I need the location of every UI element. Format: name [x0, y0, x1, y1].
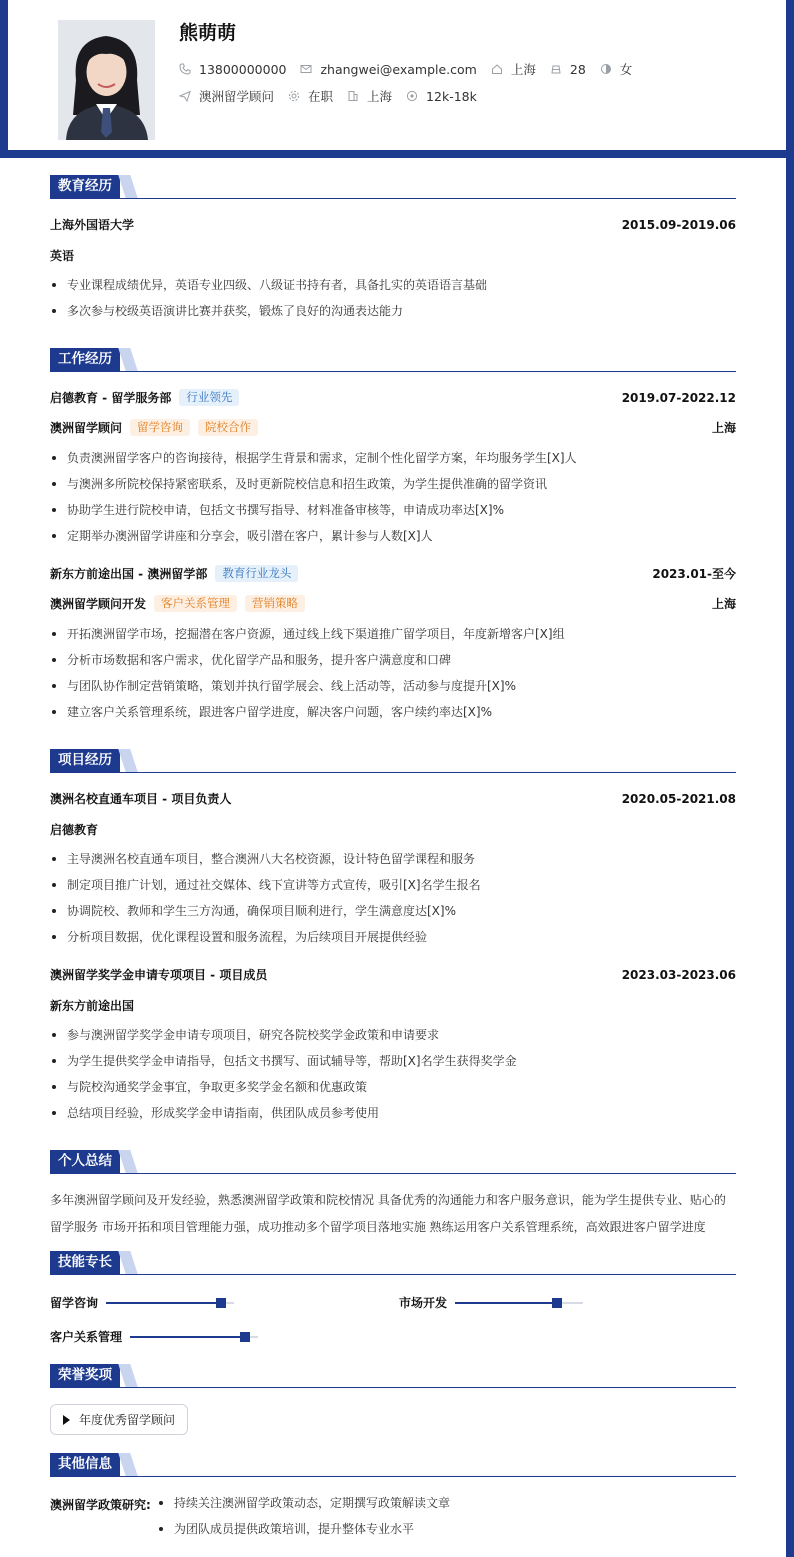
section-work — [50, 348, 736, 372]
project-org-row — [50, 997, 736, 1014]
skill-item — [50, 1294, 234, 1311]
role-tag: 院校合作 — [198, 419, 258, 436]
section-projects — [50, 749, 736, 773]
skill-name: 留学咨询 — [50, 1296, 99, 1310]
age-info — [550, 62, 586, 77]
skill-level-track — [130, 1336, 258, 1338]
project-title: 澳洲留学奖学金申请专项项目 - 项目成员 — [50, 968, 268, 982]
list-item: 总结项目经验，形成奖学金申请指南，供团队成员参考使用 — [50, 1100, 736, 1126]
list-item: 与团队协作制定营销策略，策划并执行留学展会、线上活动等，活动参与度提升[X]% — [50, 673, 736, 699]
project-org-row — [50, 821, 736, 838]
section-title-skills: 技能专长 — [50, 1251, 120, 1274]
skill-level-knob — [216, 1298, 226, 1308]
contact-row — [179, 60, 646, 78]
project-bullets — [50, 846, 736, 950]
list-item: 持续关注澳洲留学政策动态，定期撰写政策解读文章 — [157, 1490, 450, 1516]
section-underline — [50, 198, 736, 199]
major-name: 英语 — [50, 249, 75, 263]
age-text: 28 — [569, 61, 586, 77]
phone-text: 13800000000 — [199, 61, 287, 77]
skill-level-fill — [106, 1302, 221, 1304]
gear-icon — [288, 90, 300, 102]
role-name: 澳洲留学顾问 — [50, 421, 123, 435]
section-decoration — [118, 1150, 137, 1173]
summary-text — [50, 1187, 736, 1241]
section-underline — [50, 1173, 736, 1174]
list-item: 主导澳洲名校直通车项目，整合澳洲八大名校资源，设计特色留学课程和服务 — [50, 846, 736, 872]
section-summary — [50, 1150, 736, 1174]
project-entry-header — [50, 966, 736, 983]
list-item: 负责澳洲留学客户的咨询接待，根据学生背景和需求，定制个性化留学方案，年均服务学生[X]人 — [50, 445, 736, 471]
skill-level-track — [455, 1302, 583, 1304]
skill-level-track — [106, 1302, 234, 1304]
email-text: zhangwei@example.com — [320, 61, 477, 77]
work-role-row — [50, 419, 736, 436]
section-underline — [50, 772, 736, 773]
work-entry-header — [50, 565, 736, 582]
list-item: 建立客户关系管理系统，跟进客户留学进度，解决客户问题，客户续约率达[X]% — [50, 699, 736, 725]
work-city: 上海 — [711, 597, 736, 611]
list-item: 参与澳洲留学奖学金申请专项项目，研究各院校奖学金政策和申请要求 — [50, 1022, 736, 1048]
email-info — [300, 62, 476, 77]
list-item: 为学生提供奖学金申请指导，包括文书撰写、面试辅导等，帮助[X]名学生获得奖学金 — [50, 1048, 736, 1074]
education-entry-header — [50, 216, 736, 233]
section-title-projects: 项目经历 — [50, 749, 120, 772]
target-city-text: 上海 — [367, 89, 393, 104]
paper-plane-icon — [179, 90, 191, 102]
work-bullets — [50, 445, 736, 549]
list-item: 多次参与校级英语演讲比赛并获奖，锻炼了良好的沟通表达能力 — [50, 298, 736, 324]
work-entry-header — [50, 389, 736, 406]
role-tag: 营销策略 — [245, 595, 305, 612]
project-bullets — [50, 1022, 736, 1126]
skill-item — [50, 1328, 258, 1345]
list-item: 分析项目数据，优化课程设置和服务流程，为后续项目开展提供经验 — [50, 924, 736, 950]
gender-info — [600, 60, 633, 78]
section-title-work: 工作经历 — [50, 348, 120, 371]
skill-level-fill — [455, 1302, 557, 1304]
award-badge — [50, 1404, 188, 1435]
list-item: 专业课程成绩优异，英语专业四级、八级证书持有者，具备扎实的英语语言基础 — [50, 272, 736, 298]
building-icon — [347, 90, 359, 102]
company-tag: 行业领先 — [179, 389, 239, 406]
section-decoration — [118, 1251, 137, 1274]
section-awards — [50, 1364, 736, 1388]
location-text: 上海 — [510, 62, 536, 77]
list-item: 协助学生进行院校申请，包括文书撰写指导、材料准备审核等，申请成功率达[X]% — [50, 497, 736, 523]
section-title-awards: 荣誉奖项 — [50, 1364, 120, 1387]
section-skills — [50, 1251, 736, 1275]
section-decoration — [118, 1364, 137, 1387]
frame-left-border — [0, 0, 8, 150]
list-item: 为团队成员提供政策培训，提升整体专业水平 — [157, 1516, 450, 1542]
gender-text: 女 — [619, 62, 633, 77]
work-role-row — [50, 595, 736, 612]
list-item: 开拓澳洲留学市场，挖掘潜在客户资源，通过线上线下渠道推广留学项目，年度新增客户[X]组 — [50, 621, 736, 647]
summary-line: 留学服务 市场开拓和项目管理能力强，成功推动多个留学项目落地实施 熟练运用客户关系管理系统，高效跟进客户留学进度 — [50, 1220, 706, 1234]
job-title-info — [179, 87, 274, 105]
section-other — [50, 1453, 736, 1477]
play-triangle-icon — [63, 1415, 70, 1425]
skill-name: 市场开发 — [399, 1296, 448, 1310]
list-item: 定期举办澳洲留学讲座和分享会，吸引潜在客户，累计参与人数[X]人 — [50, 523, 736, 549]
job-title-text: 澳洲留学顾问 — [199, 89, 275, 104]
other-label: 澳洲留学政策研究: — [50, 1498, 151, 1512]
phone-info — [179, 62, 286, 77]
resume-header — [8, 0, 786, 150]
school-name: 上海外国语大学 — [50, 218, 135, 232]
section-underline — [50, 1387, 736, 1388]
section-decoration — [118, 1453, 137, 1476]
project-date: 2023.03-2023.06 — [621, 967, 736, 982]
avatar-illustration — [58, 20, 155, 140]
salary-info — [406, 89, 477, 104]
project-org: 启德教育 — [50, 823, 99, 837]
project-date: 2020.05-2021.08 — [621, 791, 736, 806]
skill-name: 客户关系管理 — [50, 1330, 123, 1344]
section-decoration — [118, 175, 137, 198]
avatar-photo — [58, 20, 155, 140]
list-item: 与院校沟通奖学金事宜，争取更多奖学金名额和优惠政策 — [50, 1074, 736, 1100]
skill-item — [399, 1294, 583, 1311]
project-entry-header — [50, 790, 736, 807]
frame-right-border — [786, 0, 794, 1557]
mail-icon — [300, 63, 312, 75]
section-education — [50, 175, 736, 199]
list-item: 分析市场数据和客户需求，优化留学产品和服务，提升客户满意度和口碑 — [50, 647, 736, 673]
skill-level-fill — [130, 1336, 245, 1338]
section-underline — [50, 1274, 736, 1275]
work-date: 2019.07-2022.12 — [621, 390, 736, 405]
company-name: 新东方前途出国 - 澳洲留学部 — [50, 567, 208, 581]
work-date: 2023.01-至今 — [652, 567, 736, 581]
section-title-other: 其他信息 — [50, 1453, 120, 1476]
section-underline — [50, 371, 736, 372]
role-name: 澳洲留学顾问开发 — [50, 597, 147, 611]
skill-level-knob — [552, 1298, 562, 1308]
home-icon — [491, 63, 503, 75]
work-bullets — [50, 621, 736, 725]
project-title: 澳洲名校直通车项目 - 项目负责人 — [50, 792, 232, 806]
summary-line: 多年澳洲留学顾问及开发经验，熟悉澳洲留学政策和院校情况 具备优秀的沟通能力和客户服务意识，能为学生提供专业、贴心的 — [50, 1193, 726, 1207]
work-city: 上海 — [711, 421, 736, 435]
section-title-education: 教育经历 — [50, 175, 120, 198]
section-underline — [50, 1476, 736, 1477]
salary-text: 12k-18k — [426, 88, 477, 104]
education-major-row — [50, 247, 736, 264]
phone-icon — [179, 63, 191, 75]
status-info — [288, 87, 333, 105]
award-name: 年度优秀留学顾问 — [79, 1413, 176, 1427]
section-decoration — [118, 348, 137, 371]
role-tag: 客户关系管理 — [154, 595, 237, 612]
other-bullets — [157, 1490, 450, 1542]
list-item: 制定项目推广计划，通过社交媒体、线下宣讲等方式宣传，吸引[X]名学生报名 — [50, 872, 736, 898]
skill-level-knob — [240, 1332, 250, 1342]
education-bullets — [50, 272, 736, 324]
age-icon — [550, 63, 562, 75]
list-item: 协调院校、教师和学生三方沟通，确保项目顺利进行，学生满意度达[X]% — [50, 898, 736, 924]
job-row — [179, 87, 491, 105]
project-org: 新东方前途出国 — [50, 999, 135, 1013]
list-item: 与澳洲多所院校保持紧密联系，及时更新院校信息和招生政策，为学生提供准确的留学资讯 — [50, 471, 736, 497]
company-tag: 教育行业龙头 — [215, 565, 298, 582]
section-title-summary: 个人总结 — [50, 1150, 120, 1173]
gender-icon — [600, 63, 612, 75]
coin-icon — [406, 90, 418, 102]
role-tag: 留学咨询 — [130, 419, 190, 436]
company-name: 启德教育 - 留学服务部 — [50, 391, 172, 405]
target-city-info — [347, 87, 392, 105]
frame-header-divider — [0, 150, 786, 158]
status-text: 在职 — [308, 89, 334, 104]
location-info — [491, 60, 536, 78]
section-decoration — [118, 749, 137, 772]
education-date: 2015.09-2019.06 — [621, 217, 736, 232]
candidate-name: 熊萌萌 — [179, 22, 237, 44]
